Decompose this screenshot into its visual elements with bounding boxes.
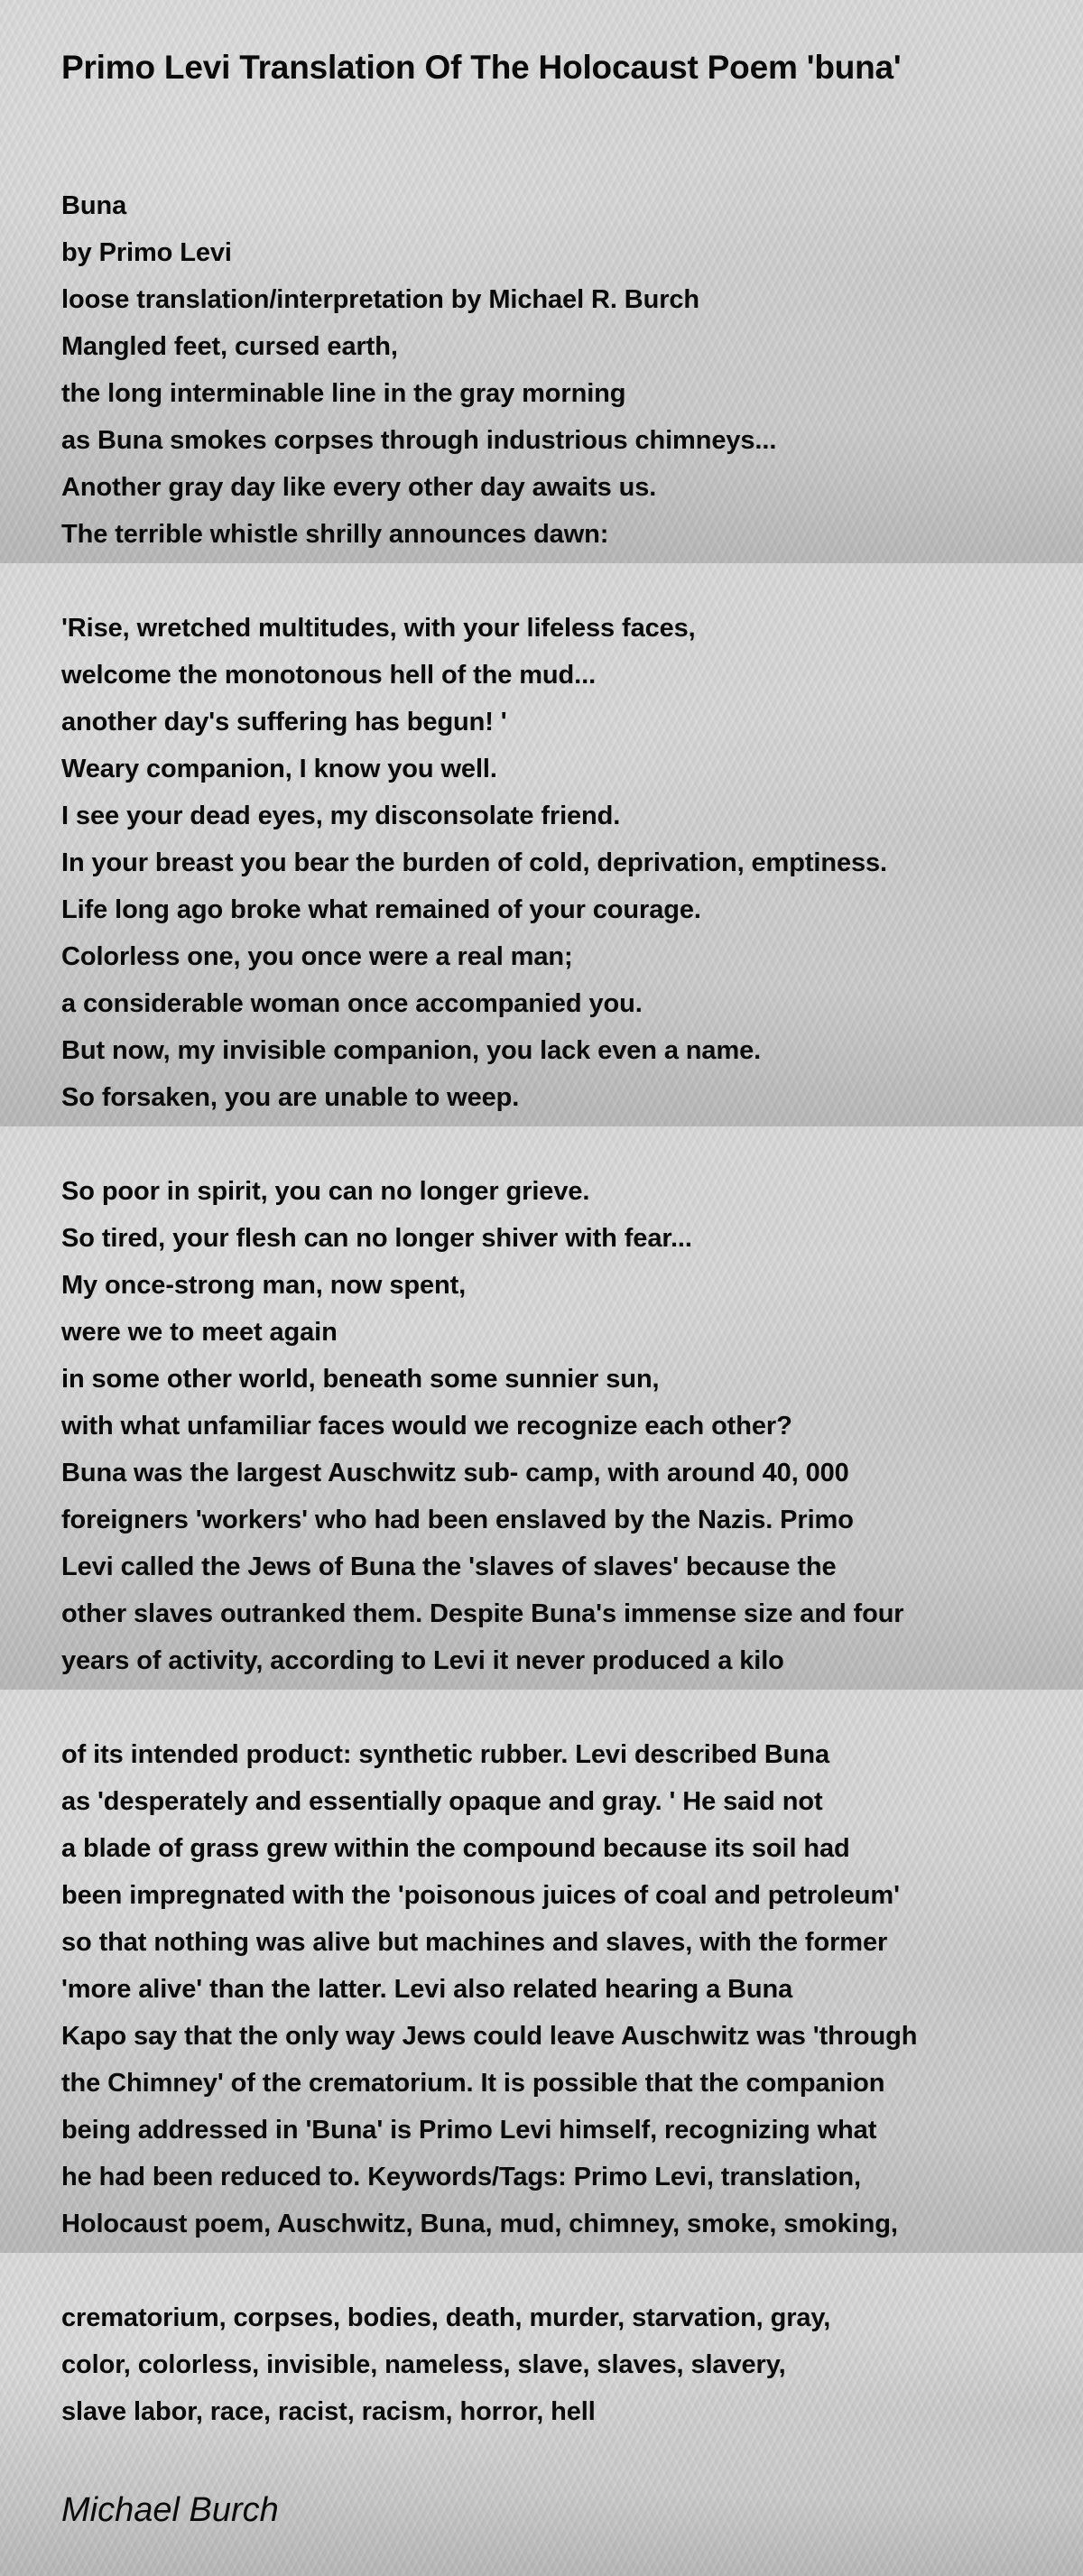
commentary-line: of its intended product: synthetic rubber. Levi described Buna	[61, 1740, 830, 1769]
commentary-line: 'more alive' than the latter. Levi also related hearing a Buna	[61, 1975, 793, 2004]
poem-line: In your breast you bear the burden of cold, deprivation, emptiness.	[61, 848, 888, 877]
commentary-line: been impregnated with the 'poisonous juices of coal and petroleum'	[61, 1881, 900, 1910]
commentary-line: as 'desperately and essentially opaque and gray. ' He said not	[61, 1787, 823, 1816]
poem-line: So tired, your flesh can no longer shiver with fear...	[61, 1224, 692, 1253]
commentary-line: the Chimney' of the crematorium. It is possible that the companion	[61, 2069, 885, 2098]
poem-line: a considerable woman once accompanied you.	[61, 989, 643, 1018]
translator-credit-line: loose translation/interpretation by Michael R. Burch	[61, 285, 700, 314]
poem-line: another day's suffering has begun! '	[61, 708, 507, 737]
poem-line: with what unfamiliar faces would we recognize each other?	[61, 1412, 792, 1441]
commentary-line: a blade of grass grew within the compound because its soil had	[61, 1834, 850, 1863]
keywords-line: he had been reduced to. Keywords/Tags: Primo Levi, translation,	[61, 2163, 861, 2191]
poem-line: in some other world, beneath some sunnier sun,	[61, 1365, 660, 1394]
poem-block-5	[61, 2294, 830, 2435]
commentary-line: Buna was the largest Auschwitz sub- camp, with around 40, 000	[61, 1459, 849, 1487]
poem-line: as Buna smokes corpses through industrious chimneys...	[61, 426, 777, 455]
keywords-line: crematorium, corpses, bodies, death, murder, starvation, gray,	[61, 2303, 831, 2332]
poem-line: Mangled feet, cursed earth,	[61, 332, 398, 361]
poem-line: Life long ago broke what remained of your courage.	[61, 895, 701, 924]
poem-block-3	[61, 1168, 904, 1684]
poem-line: So poor in spirit, you can no longer grieve.	[61, 1177, 590, 1206]
commentary-line: foreigners 'workers' who had been enslaved by the Nazis. Primo	[61, 1506, 854, 1534]
poem-line: welcome the monotonous hell of the mud...	[61, 661, 597, 690]
commentary-line: Levi called the Jews of Buna the 'slaves of slaves' because the	[61, 1552, 837, 1581]
commentary-line: so that nothing was alive but machines and slaves, with the former	[61, 1928, 888, 1957]
commentary-line: other slaves outranked them. Despite Buna's immense size and four	[61, 1599, 904, 1628]
commentary-line: years of activity, according to Levi it never produced a kilo	[61, 1646, 784, 1675]
poem-title-line: Buna	[61, 191, 127, 220]
poem-line: Colorless one, you once were a real man;	[61, 942, 573, 971]
poem-block-4	[61, 1731, 917, 2247]
poem-line: My once-strong man, now spent,	[61, 1271, 467, 1300]
poem-line: I see your dead eyes, my disconsolate friend.	[61, 802, 621, 830]
page-title: Primo Levi Translation Of The Holocaust Poem 'buna'	[61, 49, 902, 86]
poem-line: were we to meet again	[61, 1318, 338, 1347]
commentary-line: being addressed in 'Buna' is Primo Levi himself, recognizing what	[61, 2116, 877, 2145]
keywords-line: Holocaust poem, Auschwitz, Buna, mud, chimney, smoke, smoking,	[61, 2210, 898, 2238]
poem-line: Another gray day like every other day awaits us.	[61, 473, 657, 502]
author-signature: Michael Burch	[61, 2491, 279, 2529]
poem-line: 'Rise, wretched multitudes, with your lifeless faces,	[61, 614, 696, 643]
poem-author-line: by Primo Levi	[61, 238, 232, 267]
poem-block-2	[61, 605, 887, 1121]
poem-line: the long interminable line in the gray morning	[61, 379, 626, 408]
poem-line: So forsaken, you are unable to weep.	[61, 1083, 520, 1112]
poem-line: Weary companion, I know you well.	[61, 755, 497, 783]
poem-block-1	[61, 182, 776, 558]
poem-line: But now, my invisible companion, you lack even a name.	[61, 1036, 762, 1065]
keywords-line: slave labor, race, racist, racism, horror, hell	[61, 2397, 596, 2426]
poem-line: The terrible whistle shrilly announces dawn:	[61, 520, 609, 549]
commentary-line: Kapo say that the only way Jews could leave Auschwitz was 'through	[61, 2022, 918, 2051]
keywords-line: color, colorless, invisible, nameless, slave, slaves, slavery,	[61, 2350, 786, 2379]
